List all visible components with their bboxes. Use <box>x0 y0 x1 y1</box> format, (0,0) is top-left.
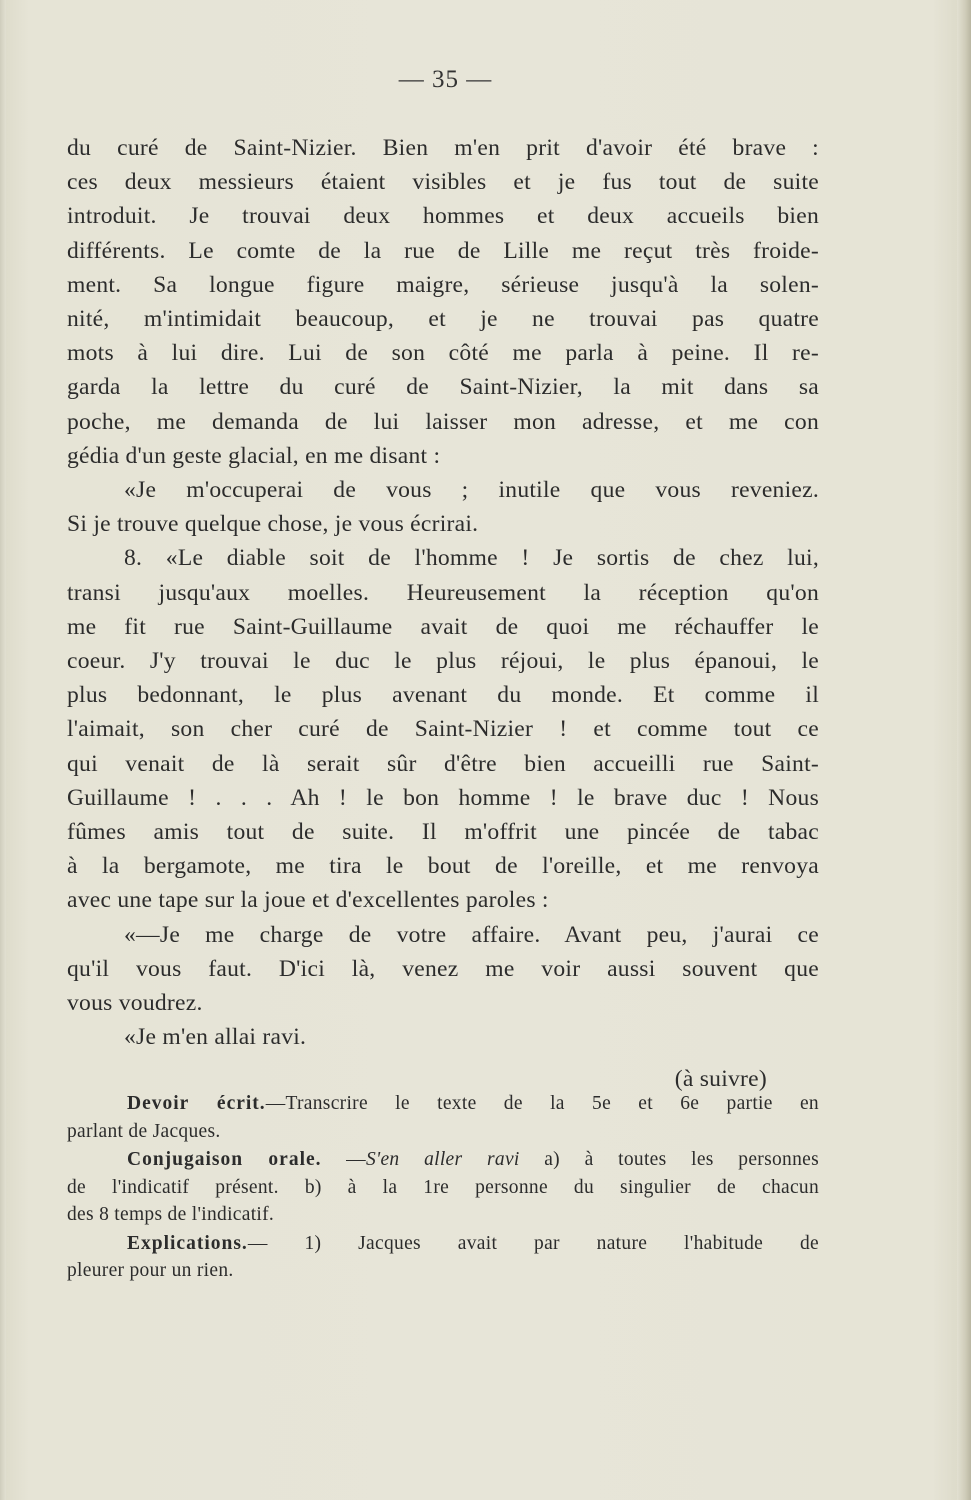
text-line: gédia d'un geste glacial, en me disant : <box>67 442 441 469</box>
exercise-explications <box>67 1230 819 1285</box>
exercise-line: des 8 temps de l'indicatif. <box>67 1204 275 1225</box>
text-line: me fit rue Saint-Guillaume avait de quoi me réchauffer le <box>67 613 819 640</box>
text-line: «—Je me charge de votre affaire. Avant peu, j'aurai ce <box>124 921 819 948</box>
page-left-edge <box>0 0 6 1500</box>
text-line: ces deux messieurs étaient visibles et je fus tout de suite <box>67 169 819 196</box>
exercise-line <box>67 1230 819 1258</box>
exercise-conjugaison <box>67 1146 819 1229</box>
exercise-line: parlant de Jacques. <box>67 1120 221 1142</box>
text-line: introduit. Je trouvai deux hommes et deux accueils bien <box>67 203 819 230</box>
page-right-edge <box>957 0 971 1500</box>
text-line: plus bedonnant, le plus avenant du monde. Et comme il <box>67 682 819 709</box>
exercise-line: pleurer pour un rien. <box>67 1260 234 1281</box>
text-line: poche, me demanda de lui laisser mon adresse, et me con <box>67 408 819 435</box>
exercise-dash: — <box>321 1149 366 1170</box>
text-line: à la bergamote, me tira le bout de l'oreille, et me renvoya <box>67 853 819 880</box>
exercise-devoir <box>67 1090 819 1145</box>
exercise-heading: Explications. <box>127 1232 248 1254</box>
text-line: mots à lui dire. Lui de son côté me parla à peine. Il re- <box>67 340 819 367</box>
text-line: nité, m'intimidait beaucoup, et je ne trouvai pas quatre <box>67 306 819 333</box>
exercise-heading: Conjugaison orale. <box>127 1149 322 1170</box>
text-line: garda la lettre du curé de Saint-Nizier, la mit dans sa <box>67 374 819 401</box>
exercises-section <box>67 1090 819 1286</box>
text-line: coeur. J'y trouvai le duc le plus réjoui, le plus épanoui, le <box>67 648 819 675</box>
exercise-line: de l'indicatif présent. b) à la 1re personne du singulier de chacun <box>67 1176 819 1198</box>
text-line: 8. «Le diable soit de l'homme ! Je sortis de chez lui, <box>124 545 819 572</box>
exercise-line <box>67 1146 819 1174</box>
text-line: vous voudrez. <box>67 990 203 1017</box>
exercise-text: a) à toutes les personnes <box>519 1149 819 1170</box>
text-line: l'aimait, son cher curé de Saint-Nizier ! et comme tout ce <box>67 716 819 743</box>
text-line: avec une tape sur la joue et d'excellentes paroles : <box>67 887 549 914</box>
exercise-line <box>67 1090 819 1118</box>
exercise-heading: Devoir écrit. <box>127 1093 266 1114</box>
text-line: «Je m'occuperai de vous ; inutile que vous reveniez. <box>124 477 819 504</box>
exercise-text: — 1) Jacques avait par nature l'habitude de <box>247 1232 819 1254</box>
text-line: du curé de Saint-Nizier. Bien m'en prit d'avoir été brave : <box>67 135 819 161</box>
text-line: ment. Sa longue figure maigre, sérieuse jusqu'à la solen- <box>67 271 819 298</box>
text-line: Si je trouve quelque chose, je vous écrirai. <box>67 511 479 538</box>
exercise-italic-verb: S'en aller ravi <box>365 1149 520 1170</box>
text-line: fûmes amis tout de suite. Il m'offrit une pincée de tabac <box>67 819 819 846</box>
exercise-text: —Transcrire le texte de la 5e et 6e partie en <box>265 1093 819 1114</box>
text-line: transi jusqu'aux moelles. Heureusement la réception qu'on <box>67 579 819 606</box>
text-line: qui venait de là serait sûr d'être bien accueilli rue Saint- <box>67 750 819 777</box>
to-be-continued: (à suivre) <box>674 1066 767 1093</box>
text-line: qu'il vous faut. D'ici là, venez me voir aussi souvent que <box>67 955 819 982</box>
text-line: «Je m'en allai ravi. <box>124 1024 307 1051</box>
page-number: — 35 — <box>398 66 493 93</box>
body-text <box>67 131 819 1097</box>
text-line: différents. Le comte de la rue de Lille me reçut très froide- <box>67 237 819 264</box>
text-line: Guillaume ! . . . Ah ! le bon homme ! le brave duc ! Nous <box>67 784 819 811</box>
